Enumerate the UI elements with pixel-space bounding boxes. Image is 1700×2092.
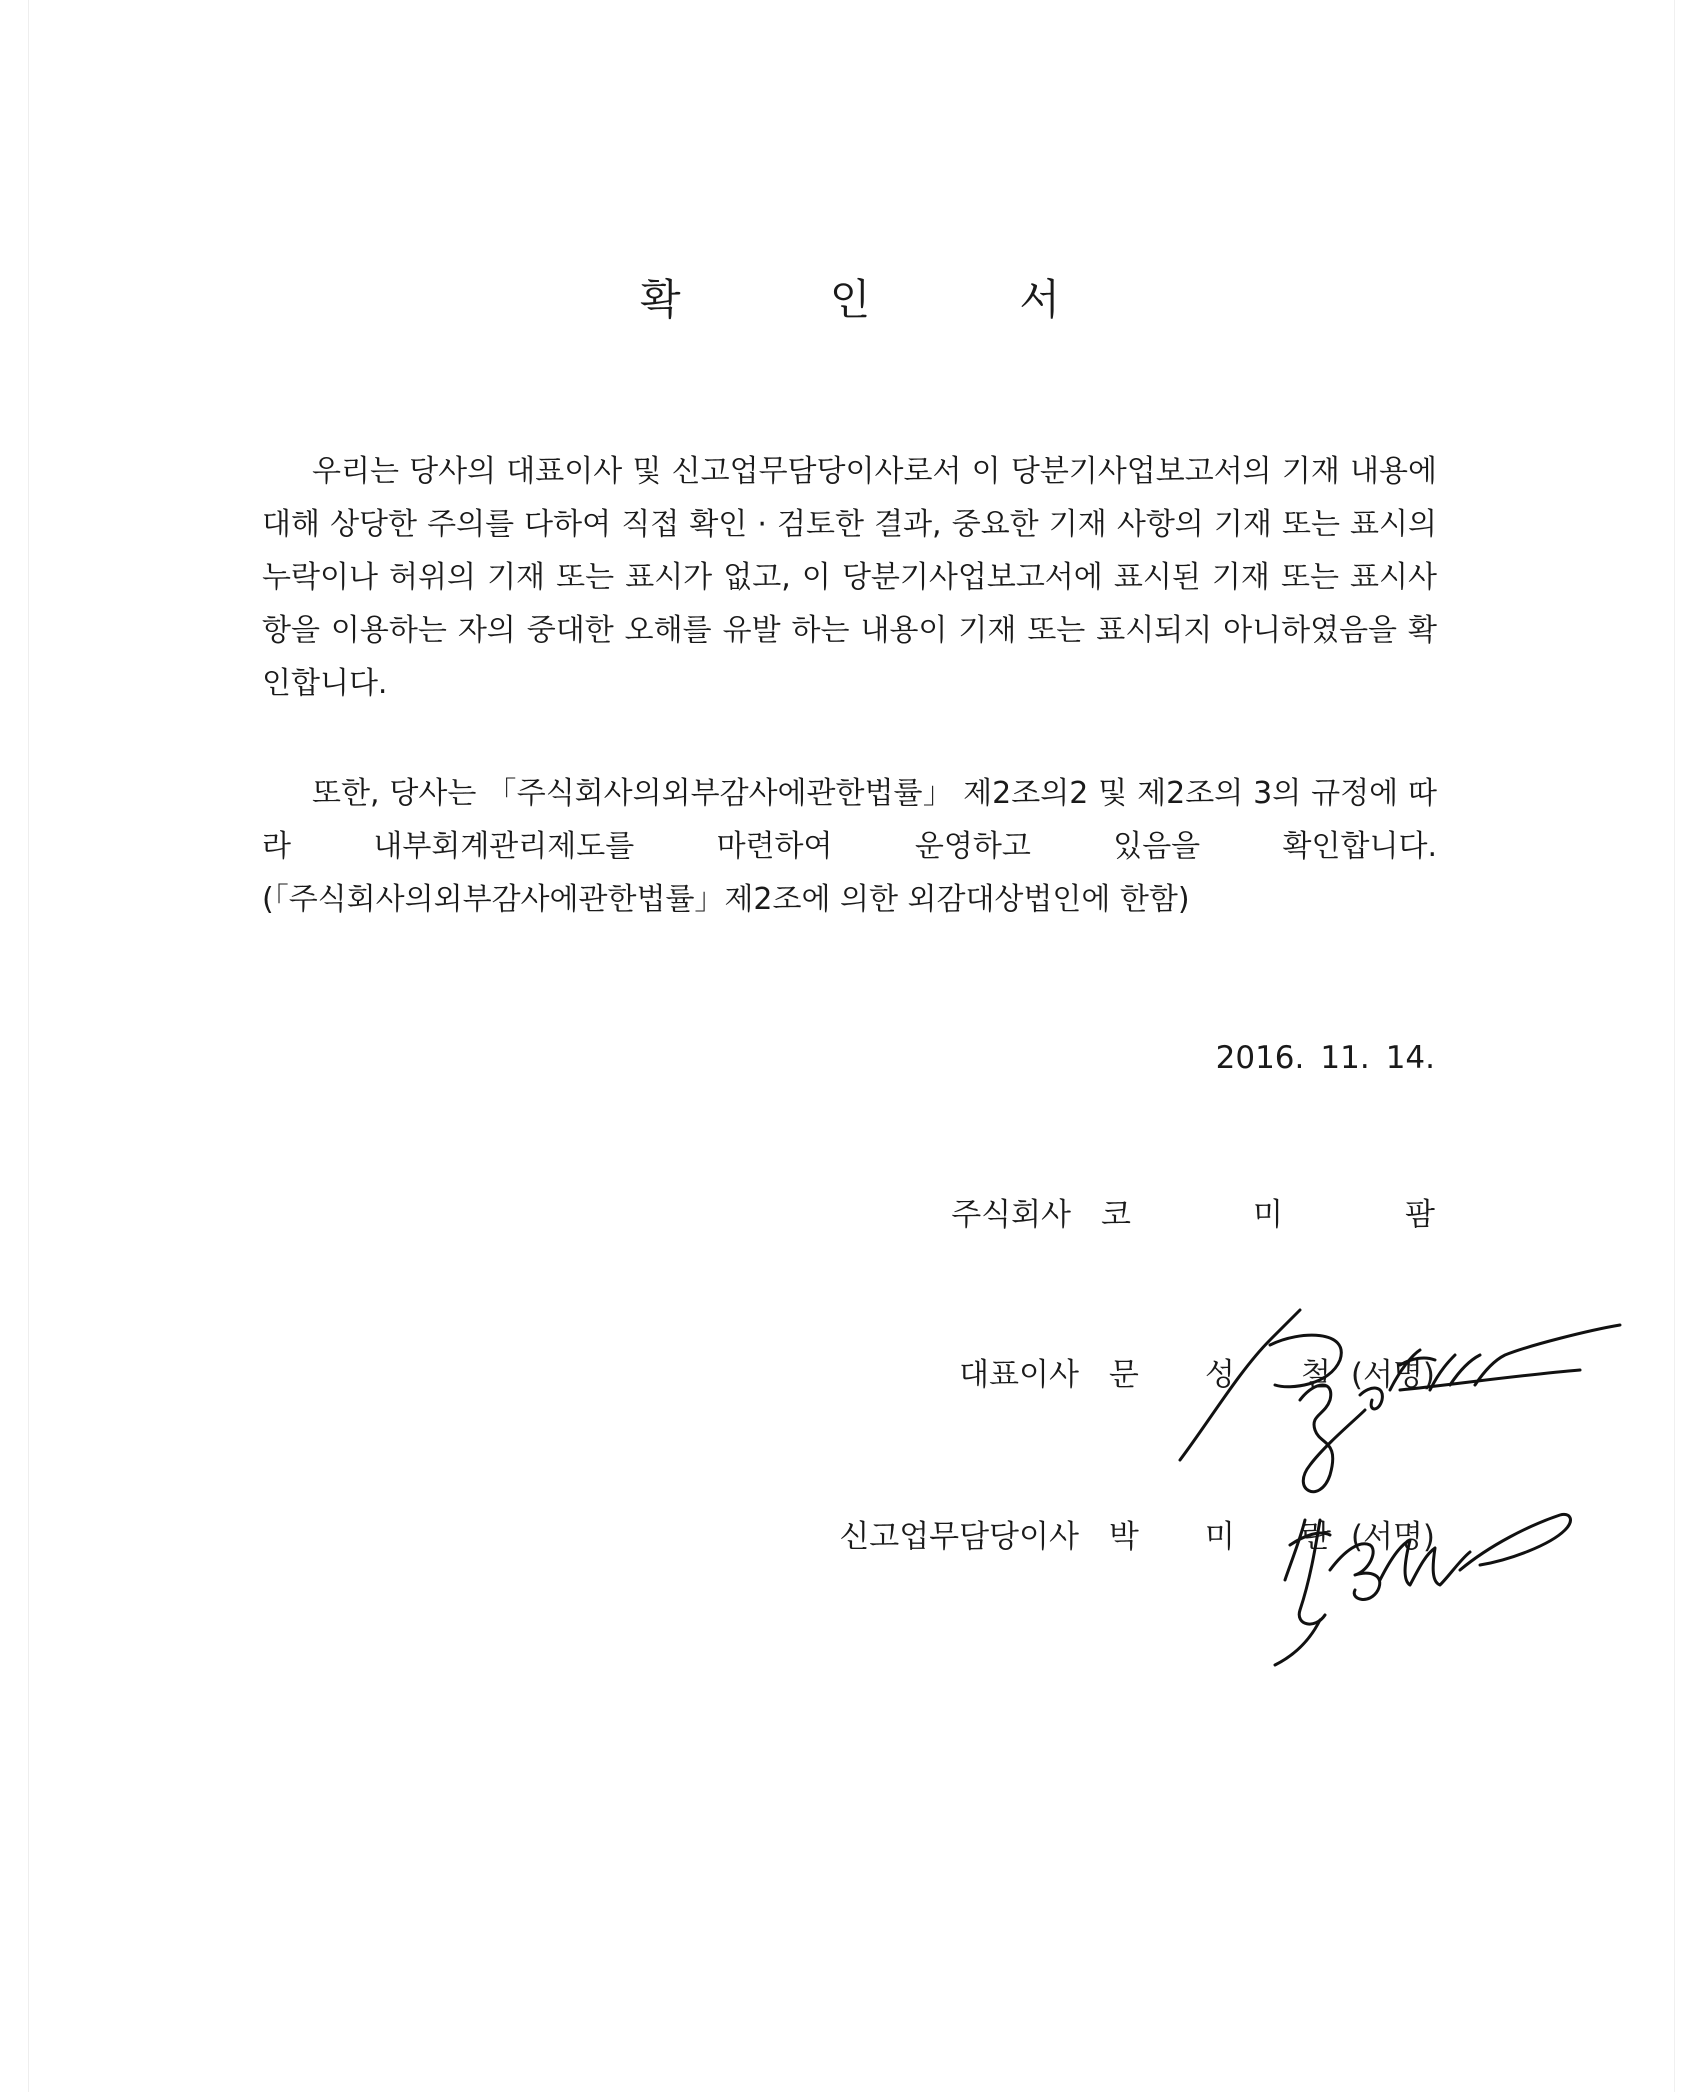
officer-seal-label: (서명) (1350, 1519, 1435, 1555)
confirmation-paragraph: 우리는 당사의 대표이사 및 신고업무담당이사로서 이 당분기사업보고서의 기재 내용에 대해 상당한 주의를 다하여 직접 확인 · 검토한 결과, 중요한 기재 사항의 기재 또는 표시의 누락이나 허위의 기재 또는 표시가 없고, 이 당분기사업보고서에 표시된 기재 또는 표시사항을 이용하는 자의 중대한 오해를 유발 하는 내용이 기재 또는 표시되지 아니하였음을 확인합니다. (262, 454, 1437, 701)
ceo-name-char: 성 (1204, 1357, 1235, 1393)
company-prefix: 주식회사 (951, 1197, 1071, 1233)
company-name-char: 팜 (1405, 1197, 1435, 1233)
date-month: 11. (1320, 1040, 1370, 1076)
document-title (640, 270, 1060, 330)
company-name (1101, 1190, 1435, 1240)
scan-edge-left (28, 0, 29, 2092)
ceo-name-char: 문 (1108, 1357, 1139, 1393)
internal-control-paragraph: 또한, 당사는 「주식회사의외부감사에관한법률」 제2조의2 및 제2조의 3의 규정에 따라 내부회계관리제도를 마련하여 운영하고 있음을 확인합니다. (262, 776, 1437, 864)
company-name-char: 미 (1253, 1197, 1283, 1233)
officer-name (1109, 1512, 1331, 1562)
title-char: 서 (1019, 275, 1060, 324)
ceo-signature-line (959, 1350, 1435, 1400)
officer-signature-line (839, 1512, 1435, 1562)
company-line (951, 1190, 1435, 1240)
ceo-role: 대표이사 (959, 1357, 1079, 1393)
applicability-note: (「주식회사의외부감사에관한법률」제2조에 의한 외감대상법인에 한함) (262, 882, 1190, 917)
ceo-seal-label: (서명) (1350, 1357, 1435, 1393)
scan-edge-right (1674, 0, 1675, 2092)
document-date (1216, 1028, 1435, 1088)
date-day: 14. (1385, 1040, 1435, 1076)
officer-name-char: 란 (1300, 1519, 1331, 1555)
ceo-name-char: 철 (1300, 1357, 1331, 1393)
officer-role: 신고업무담당이사 (839, 1519, 1079, 1555)
ceo-name (1109, 1350, 1331, 1400)
company-name-char: 코 (1101, 1197, 1131, 1233)
title-char: 인 (829, 275, 871, 324)
officer-name-char: 미 (1204, 1519, 1235, 1555)
officer-name-char: 박 (1108, 1519, 1139, 1555)
date-year: 2016. (1215, 1040, 1305, 1076)
title-char: 확 (640, 275, 681, 324)
